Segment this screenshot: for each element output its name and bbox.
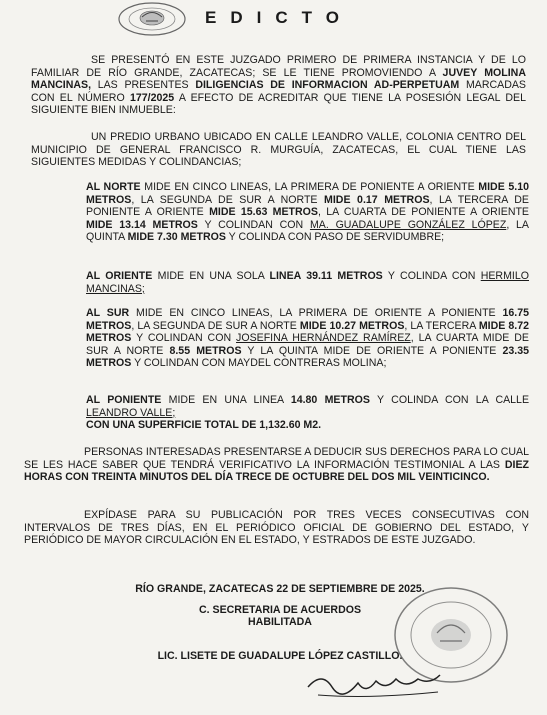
- case-number: 177/2025: [129, 91, 175, 104]
- page-title: EDICTO: [205, 8, 353, 27]
- boundary-south: AL SUR MIDE EN CINCO LINEAS, LA PRIMERA DE ORIENTE A PONIENTE 16.75 METROS, LA SEGUNDA DE SUR A NORTE MIDE 10.27 METROS, LA TERCERA MIDE 8.72 METROS Y COLINDAN CON JOSEFINA HERNÁNDEZ RAMÍREZ, LA CUARTA MIDE DE SUR A NORTE 8.55 METROS Y LA QUINTA MIDE DE ORIENTE A PONIENTE 23.35 METROS Y COLINDAN CON MAYDEL CONTRERAS MOLINA;: [86, 307, 529, 370]
- boundary-east: AL ORIENTE MIDE EN UNA SOLA LINEA 39.11 METROS Y COLINDA CON HERMILO MANCINAS;: [86, 270, 529, 295]
- handwritten-signature-icon: [300, 665, 450, 705]
- signer-role: C. SECRETARIA DE ACUERDOS: [198, 604, 362, 616]
- intro-paragraph: SE PRESENTÓ EN ESTE JUZGADO PRIMERO DE PRIMERA INSTANCIA Y DE LO FAMILIAR DE RÍO GRANDE, ZACATECAS; SE LE TIENE PROMOVIENDO A JUVEY MOLINA MANCINAS, LAS PRESENTES DILIGENCIAS DE INFORMACION AD-PERPETUAM MARCADAS CON EL NÚMERO 177/2025 A EFECTO DE ACREDITAR QUE TIENE LA POSESIÓN LEGAL DEL SIGUIENTE BIEN INMUEBLE:: [31, 54, 527, 117]
- header: [0, 0, 547, 40]
- neighbor-name: HERMILO MANCINAS;: [86, 270, 529, 295]
- promovente-name: JUVEY MOLINA MANCINAS,: [31, 66, 526, 92]
- judicial-seal-icon: [117, 2, 187, 36]
- place-date: RÍO GRANDE, ZACATECAS 22 DE SEPTIEMBRE DE 2025.: [135, 583, 425, 595]
- neighbor-name: MA. GUADALUPE GONZÁLEZ LÓPEZ: [309, 218, 507, 231]
- total-area: CON UNA SUPERFICIE TOTAL DE 1,132.60 M2.: [86, 419, 322, 432]
- signer-role-qualifier: HABILITADA: [248, 616, 312, 628]
- boundary-north: AL NORTE MIDE EN CINCO LINEAS, LA PRIMERA DE PONIENTE A ORIENTE MIDE 5.10 METROS, LA SEGUNDA DE SUR A NORTE MIDE 0.17 METROS, LA TERCERA DE PONIENTE A ORIENTE MIDE 15.63 METROS, LA CUARTA DE PONIENTE A ORIENTE MIDE 13.14 METROS Y COLINDAN CON MA. GUADALUPE GONZÁLEZ LÓPEZ, LA QUINTA MIDE 7.30 METROS Y COLINDA CON PASO DE SERVIDUMBRE;: [86, 181, 530, 244]
- property-description: UN PREDIO URBANO UBICADO EN CALLE LEANDRO VALLE, COLONIA CENTRO DEL MUNICIPIO DE GENERAL FRANCISCO R. MURGUÍA, ZACATECAS, EL CUAL TIENE LAS SIGUIENTES MEDIDAS Y COLINDANCIAS;: [31, 131, 526, 169]
- neighbor-name: JOSEFINA HERNÁNDEZ RAMÍREZ: [236, 332, 411, 345]
- signer-name: LIC. LISETE DE GUADALUPE LÓPEZ CASTILLO.: [157, 650, 403, 662]
- hearing-notice: PERSONAS INTERESADAS PRESENTARSE A DEDUCIR SUS DERECHOS PARA LO CUAL SE LES HACE SABER QUE TENDRÁ VERIFICATIVO LA INFORMACIÓN TESTIMONIAL A LAS DIEZ HORAS CON TREINTA MINUTOS DEL DÍA TRECE DE OCTUBRE DEL DOS MIL VEINTICINCO.: [24, 446, 529, 484]
- hearing-datetime: DIEZ HORAS CON TREINTA MINUTOS DEL DÍA TRECE DE OCTUBRE DEL DOS MIL VEINTICINCO.: [24, 458, 529, 484]
- publication-order: EXPÍDASE PARA SU PUBLICACIÓN POR TRES VECES CONSECUTIVAS CON INTERVALOS DE TRES DÍAS, EN EL PERIÓDICO OFICIAL DE GOBIERNO DEL ESTADO, Y PERIÓDICO DE MAYOR CIRCULACIÓN EN EL ESTADO, Y ESTRADOS DE ESTE JUZGADO.: [24, 509, 529, 547]
- procedure-type: DILIGENCIAS DE INFORMACION AD-PERPETUAM: [195, 79, 460, 92]
- street-name: LEANDRO VALLE;: [86, 406, 176, 419]
- boundary-west: AL PONIENTE MIDE EN UNA LINEA 14.80 METROS Y COLINDA CON LA CALLE LEANDRO VALLE; CON UNA SUPERFICIE TOTAL DE 1,132.60 M2.: [86, 394, 530, 432]
